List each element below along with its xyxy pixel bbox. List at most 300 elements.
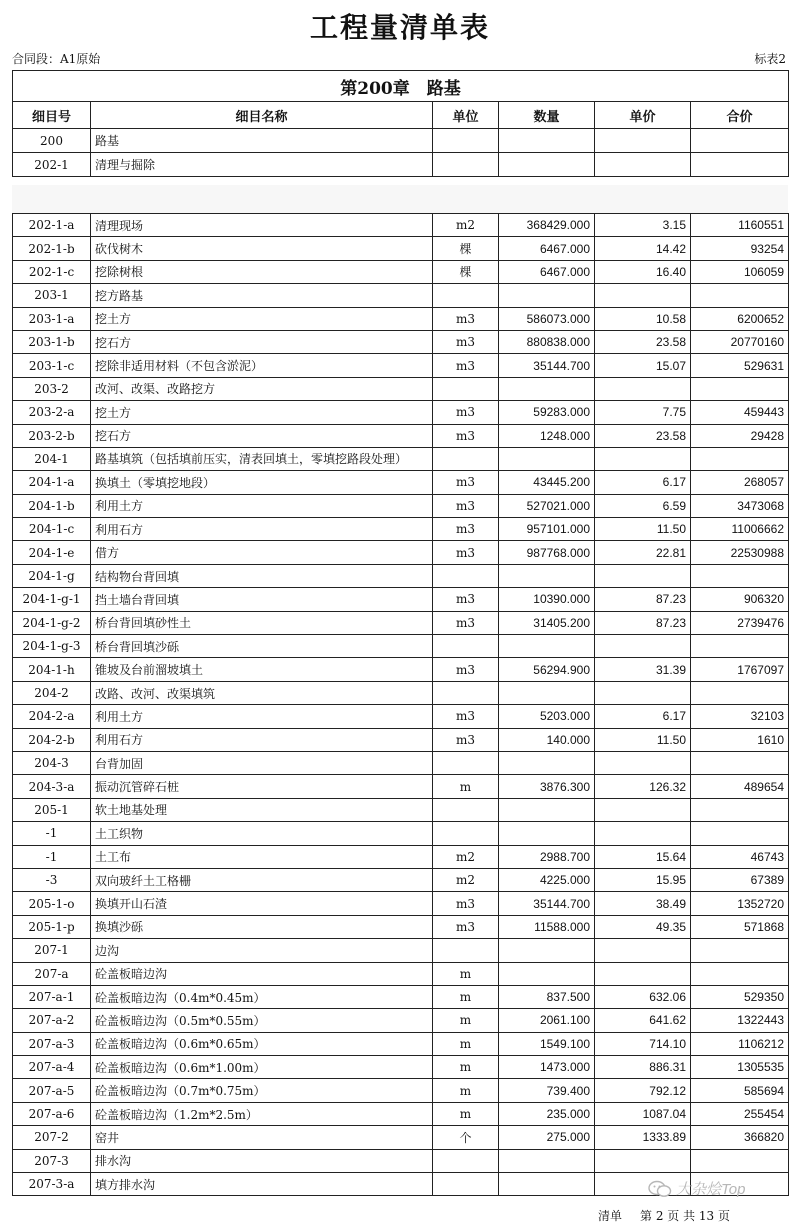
row-total: 1610 — [691, 728, 789, 751]
row-unit: m — [433, 962, 499, 985]
row-quantity: 35144.700 — [499, 892, 595, 915]
row-code: 207-1 — [13, 939, 91, 962]
row-unit-price: 641.62 — [595, 1009, 691, 1032]
row-quantity: 140.000 — [499, 728, 595, 751]
row-code: 204-1-g — [13, 564, 91, 587]
row-quantity: 275.000 — [499, 1126, 595, 1149]
row-quantity: 4225.000 — [499, 868, 595, 891]
row-quantity: 837.500 — [499, 985, 595, 1008]
row-unit-price — [595, 939, 691, 962]
table-row — [13, 564, 789, 587]
row-unit — [433, 1149, 499, 1172]
row-unit: 个 — [433, 1126, 499, 1149]
row-code: 204-1-g-2 — [13, 611, 91, 634]
row-total: 20770160 — [691, 330, 789, 353]
row-unit — [433, 635, 499, 658]
row-unit-price: 714.10 — [595, 1032, 691, 1055]
table-row — [13, 775, 789, 798]
row-unit-price — [595, 681, 691, 704]
row-code: 204-2-a — [13, 705, 91, 728]
row-code: 205-1-o — [13, 892, 91, 915]
row-unit: m2 — [433, 868, 499, 891]
row-total — [691, 751, 789, 774]
row-quantity — [499, 798, 595, 821]
row-code: 203-2-b — [13, 424, 91, 447]
row-name: 挖除树根 — [91, 260, 433, 283]
row-code: 207-3 — [13, 1149, 91, 1172]
table-row — [13, 307, 789, 330]
row-unit-price: 886.31 — [595, 1056, 691, 1079]
row-name: 借方 — [91, 541, 433, 564]
row-unit-price: 23.58 — [595, 424, 691, 447]
row-quantity: 3876.300 — [499, 775, 595, 798]
row-quantity — [499, 447, 595, 470]
row-code: 204-1-a — [13, 471, 91, 494]
row-unit-price — [595, 751, 691, 774]
table-row — [13, 330, 789, 353]
row-total: 459443 — [691, 401, 789, 424]
row-name: 挡土墙台背回填 — [91, 588, 433, 611]
table-row — [13, 658, 789, 681]
row-unit-price — [595, 564, 691, 587]
row-quantity: 11588.000 — [499, 915, 595, 938]
row-total: 29428 — [691, 424, 789, 447]
row-unit: m3 — [433, 424, 499, 447]
row-code: 204-1-g-1 — [13, 588, 91, 611]
row-name: 锥坡及台前溜坡填土 — [91, 658, 433, 681]
row-code: 204-1-h — [13, 658, 91, 681]
row-unit-price: 31.39 — [595, 658, 691, 681]
row-unit: m — [433, 1102, 499, 1125]
row-unit: m3 — [433, 892, 499, 915]
col-header-unit: 单位 — [433, 102, 499, 129]
row-total: 67389 — [691, 868, 789, 891]
row-name: 土工织物 — [91, 822, 433, 845]
row-name: 换填土（零填挖地段） — [91, 471, 433, 494]
row-unit: m — [433, 1009, 499, 1032]
row-name: 挖土方 — [91, 307, 433, 330]
table-row — [13, 1102, 789, 1125]
row-unit-price: 15.64 — [595, 845, 691, 868]
row-code: 207-a-2 — [13, 1009, 91, 1032]
row-unit-price: 1333.89 — [595, 1126, 691, 1149]
row-code: 203-2-a — [13, 401, 91, 424]
row-total — [691, 564, 789, 587]
row-name: 排水沟 — [91, 1149, 433, 1172]
page-title: 工程量清单表 — [309, 11, 490, 44]
row-name: 改路、改河、改渠填筑 — [91, 681, 433, 704]
table-row — [13, 915, 789, 938]
row-code: 204-3-a — [13, 775, 91, 798]
table-row — [13, 751, 789, 774]
row-total — [691, 681, 789, 704]
row-name: 挖石方 — [91, 330, 433, 353]
row-unit-price: 87.23 — [595, 588, 691, 611]
row-name: 台背加固 — [91, 751, 433, 774]
table-row — [13, 260, 789, 283]
row-code: -1 — [13, 822, 91, 845]
table-row — [13, 611, 789, 634]
row-name: 挖方路基 — [91, 284, 433, 307]
row-code: 207-a-3 — [13, 1032, 91, 1055]
row-code: -3 — [13, 868, 91, 891]
row-name: 软土地基处理 — [91, 798, 433, 821]
row-total — [691, 284, 789, 307]
row-quantity: 527021.000 — [499, 494, 595, 517]
row-unit — [433, 564, 499, 587]
row-code: 202-1-b — [13, 237, 91, 260]
row-unit: m3 — [433, 588, 499, 611]
row-total: 1160551 — [691, 214, 789, 237]
row-unit-price — [595, 1149, 691, 1172]
col-header-qty: 数量 — [499, 102, 595, 129]
table-row — [13, 354, 789, 377]
row-unit: m2 — [433, 214, 499, 237]
row-quantity: 6467.000 — [499, 260, 595, 283]
row-quantity: 2061.100 — [499, 1009, 595, 1032]
row-unit-price: 23.58 — [595, 330, 691, 353]
row-name: 桥台背回填砂性土 — [91, 611, 433, 634]
row-unit-price: 6.59 — [595, 494, 691, 517]
row-name: 砼盖板暗边沟（0.5m*0.55m） — [91, 1009, 433, 1032]
row-quantity: 1473.000 — [499, 1056, 595, 1079]
row-total — [691, 1149, 789, 1172]
row-total: 366820 — [691, 1126, 789, 1149]
row-code: 204-1 — [13, 447, 91, 470]
row-total — [691, 962, 789, 985]
row-code: 207-a-1 — [13, 985, 91, 1008]
row-name: 砼盖板暗边沟（0.4m*0.45m） — [91, 985, 433, 1008]
row-code: 202-1-c — [13, 260, 91, 283]
row-total: 22530988 — [691, 541, 789, 564]
row-name: 砼盖板暗边沟（0.6m*1.00m） — [91, 1056, 433, 1079]
table-row — [13, 237, 789, 260]
row-unit-price: 87.23 — [595, 611, 691, 634]
row-unit-price — [595, 129, 691, 153]
row-quantity: 880838.000 — [499, 330, 595, 353]
table-row — [13, 447, 789, 470]
row-unit-price: 15.07 — [595, 354, 691, 377]
row-code: -1 — [13, 845, 91, 868]
row-unit-price — [595, 284, 691, 307]
row-unit: m — [433, 1079, 499, 1102]
row-unit-price: 38.49 — [595, 892, 691, 915]
row-unit-price: 11.50 — [595, 728, 691, 751]
row-code: 205-1 — [13, 798, 91, 821]
row-unit: m3 — [433, 611, 499, 634]
row-quantity: 1248.000 — [499, 424, 595, 447]
table-row — [13, 284, 789, 307]
row-unit: m3 — [433, 658, 499, 681]
row-name: 利用石方 — [91, 728, 433, 751]
row-name: 砼盖板暗边沟（0.6m*0.65m） — [91, 1032, 433, 1055]
row-name: 填方排水沟 — [91, 1173, 433, 1196]
row-quantity — [499, 377, 595, 400]
table-row — [13, 518, 789, 541]
row-code: 204-2 — [13, 681, 91, 704]
row-unit: m3 — [433, 728, 499, 751]
row-unit-price: 7.75 — [595, 401, 691, 424]
row-code: 202-1 — [13, 153, 91, 177]
table-row — [13, 401, 789, 424]
watermark — [648, 1178, 745, 1199]
row-unit-price: 6.17 — [595, 705, 691, 728]
chapter-title: 第200章 路基 — [13, 71, 789, 102]
row-code: 203-1-b — [13, 330, 91, 353]
row-quantity: 56294.900 — [499, 658, 595, 681]
table-row — [13, 822, 789, 845]
row-unit-price: 10.58 — [595, 307, 691, 330]
row-name: 砍伐树木 — [91, 237, 433, 260]
row-total: 1106212 — [691, 1032, 789, 1055]
table-header — [12, 70, 789, 177]
row-name: 挖土方 — [91, 401, 433, 424]
table-row — [13, 939, 789, 962]
row-code: 205-1-p — [13, 915, 91, 938]
row-quantity: 586073.000 — [499, 307, 595, 330]
row-code: 202-1-a — [13, 214, 91, 237]
row-quantity — [499, 635, 595, 658]
row-code: 207-2 — [13, 1126, 91, 1149]
table-row — [13, 541, 789, 564]
row-code: 207-a-5 — [13, 1079, 91, 1102]
row-code: 203-1-a — [13, 307, 91, 330]
row-unit — [433, 939, 499, 962]
row-unit-price — [595, 377, 691, 400]
row-total: 255454 — [691, 1102, 789, 1125]
row-quantity — [499, 681, 595, 704]
row-name: 路基 — [91, 129, 433, 153]
row-code: 207-a — [13, 962, 91, 985]
row-total: 585694 — [691, 1079, 789, 1102]
row-quantity: 10390.000 — [499, 588, 595, 611]
row-total — [691, 939, 789, 962]
footer-page-number: 第 2 页 共 13 页 — [640, 1209, 730, 1223]
row-unit: m3 — [433, 401, 499, 424]
row-unit — [433, 447, 499, 470]
row-unit: 棵 — [433, 237, 499, 260]
row-total: 46743 — [691, 845, 789, 868]
row-unit: m3 — [433, 471, 499, 494]
table-row — [13, 1009, 789, 1032]
row-unit — [433, 681, 499, 704]
row-name: 清理现场 — [91, 214, 433, 237]
table-row — [13, 1079, 789, 1102]
row-quantity: 739.400 — [499, 1079, 595, 1102]
row-quantity — [499, 822, 595, 845]
row-unit: 棵 — [433, 260, 499, 283]
row-name: 桥台背回填沙砾 — [91, 635, 433, 658]
table-row — [13, 868, 789, 891]
row-quantity: 5203.000 — [499, 705, 595, 728]
row-total — [691, 447, 789, 470]
table-row — [13, 985, 789, 1008]
row-unit: m2 — [433, 845, 499, 868]
table-row — [13, 728, 789, 751]
col-header-total: 合价 — [691, 102, 789, 129]
row-quantity: 2988.700 — [499, 845, 595, 868]
row-name: 挖除非适用材料（不包含淤泥） — [91, 354, 433, 377]
row-code: 204-2-b — [13, 728, 91, 751]
row-unit-price: 6.17 — [595, 471, 691, 494]
row-unit-price: 15.95 — [595, 868, 691, 891]
row-code: 204-1-e — [13, 541, 91, 564]
table-row — [13, 494, 789, 517]
row-quantity: 368429.000 — [499, 214, 595, 237]
row-total: 6200652 — [691, 307, 789, 330]
row-total: 906320 — [691, 588, 789, 611]
row-total: 529350 — [691, 985, 789, 1008]
row-unit-price — [595, 962, 691, 985]
row-quantity: 35144.700 — [499, 354, 595, 377]
col-header-price: 单价 — [595, 102, 691, 129]
row-name: 结构物台背回填 — [91, 564, 433, 587]
table-row — [13, 1126, 789, 1149]
row-unit: m3 — [433, 330, 499, 353]
row-quantity: 6467.000 — [499, 237, 595, 260]
row-name: 砼盖板暗边沟 — [91, 962, 433, 985]
row-name: 利用土方 — [91, 705, 433, 728]
row-unit-price: 14.42 — [595, 237, 691, 260]
contract-section: 合同段：A1原始 — [12, 52, 101, 66]
row-quantity: 1549.100 — [499, 1032, 595, 1055]
row-total: 268057 — [691, 471, 789, 494]
row-total: 2739476 — [691, 611, 789, 634]
row-unit-price: 126.32 — [595, 775, 691, 798]
row-unit: m — [433, 1032, 499, 1055]
row-unit-price — [595, 635, 691, 658]
table-row — [13, 892, 789, 915]
row-total: 529631 — [691, 354, 789, 377]
row-quantity: 31405.200 — [499, 611, 595, 634]
wechat-icon — [648, 1180, 672, 1198]
col-header-code: 细目号 — [13, 102, 91, 129]
row-total — [691, 377, 789, 400]
row-unit: m — [433, 1056, 499, 1079]
row-unit-price: 49.35 — [595, 915, 691, 938]
row-code: 203-2 — [13, 377, 91, 400]
row-name: 窑井 — [91, 1126, 433, 1149]
row-name: 路基填筑（包括填前压实，清表回填土，零填挖路段处理） — [91, 447, 433, 470]
table-row — [13, 1149, 789, 1172]
row-quantity — [499, 564, 595, 587]
row-quantity: 957101.000 — [499, 518, 595, 541]
row-quantity — [499, 962, 595, 985]
row-unit-price: 16.40 — [595, 260, 691, 283]
row-name: 利用石方 — [91, 518, 433, 541]
row-name: 砼盖板暗边沟（0.7m*0.75m） — [91, 1079, 433, 1102]
table-row — [13, 1056, 789, 1079]
watermark-text: 大杂烩Top — [676, 1181, 746, 1198]
row-unit — [433, 822, 499, 845]
row-unit-price — [595, 153, 691, 177]
table-row — [13, 471, 789, 494]
row-unit — [433, 284, 499, 307]
row-quantity — [499, 939, 595, 962]
row-unit — [433, 377, 499, 400]
row-total: 489654 — [691, 775, 789, 798]
row-total — [691, 798, 789, 821]
table-row — [13, 153, 789, 177]
row-unit — [433, 129, 499, 153]
row-quantity — [499, 284, 595, 307]
table-row — [13, 129, 789, 153]
row-code: 207-3-a — [13, 1173, 91, 1196]
row-quantity — [499, 1173, 595, 1196]
row-unit-price — [595, 447, 691, 470]
row-unit-price: 632.06 — [595, 985, 691, 1008]
row-unit-price: 22.81 — [595, 541, 691, 564]
row-unit: m3 — [433, 518, 499, 541]
row-unit — [433, 153, 499, 177]
table-row — [13, 424, 789, 447]
table-row — [13, 845, 789, 868]
table-row — [13, 681, 789, 704]
row-code: 203-1-c — [13, 354, 91, 377]
row-name: 换填沙砾 — [91, 915, 433, 938]
row-total: 1322443 — [691, 1009, 789, 1032]
row-quantity: 59283.000 — [499, 401, 595, 424]
row-code: 207-a-6 — [13, 1102, 91, 1125]
row-name: 振动沉管碎石桩 — [91, 775, 433, 798]
row-unit: m3 — [433, 307, 499, 330]
row-total: 1767097 — [691, 658, 789, 681]
row-quantity: 987768.000 — [499, 541, 595, 564]
row-total: 1305535 — [691, 1056, 789, 1079]
row-code: 204-3 — [13, 751, 91, 774]
form-number: 标表2 — [754, 52, 786, 66]
row-unit — [433, 751, 499, 774]
row-name: 换填开山石渣 — [91, 892, 433, 915]
row-unit: m3 — [433, 494, 499, 517]
col-header-name: 细目名称 — [91, 102, 433, 129]
row-unit: m — [433, 775, 499, 798]
row-name: 挖石方 — [91, 424, 433, 447]
table-row — [13, 588, 789, 611]
row-code: 200 — [13, 129, 91, 153]
row-unit: m3 — [433, 541, 499, 564]
row-total: 571868 — [691, 915, 789, 938]
table-row — [13, 635, 789, 658]
row-quantity — [499, 129, 595, 153]
row-unit-price: 1087.04 — [595, 1102, 691, 1125]
row-code: 204-1-g-3 — [13, 635, 91, 658]
row-total — [691, 153, 789, 177]
row-total — [691, 129, 789, 153]
footer-sheet: 清单 — [598, 1209, 623, 1223]
row-unit — [433, 798, 499, 821]
row-unit: m3 — [433, 705, 499, 728]
row-code: 204-1-b — [13, 494, 91, 517]
row-unit-price: 11.50 — [595, 518, 691, 541]
row-unit-price: 3.15 — [595, 214, 691, 237]
table-row — [13, 798, 789, 821]
row-name: 利用土方 — [91, 494, 433, 517]
row-code: 204-1-c — [13, 518, 91, 541]
row-total: 11006662 — [691, 518, 789, 541]
row-unit — [433, 1173, 499, 1196]
row-unit: m3 — [433, 354, 499, 377]
row-total: 1352720 — [691, 892, 789, 915]
table-row — [13, 1032, 789, 1055]
table-row — [13, 214, 789, 237]
row-total — [691, 822, 789, 845]
row-name: 土工布 — [91, 845, 433, 868]
row-quantity — [499, 1149, 595, 1172]
row-unit-price — [595, 822, 691, 845]
row-unit: m — [433, 985, 499, 1008]
page-gap — [12, 185, 788, 213]
